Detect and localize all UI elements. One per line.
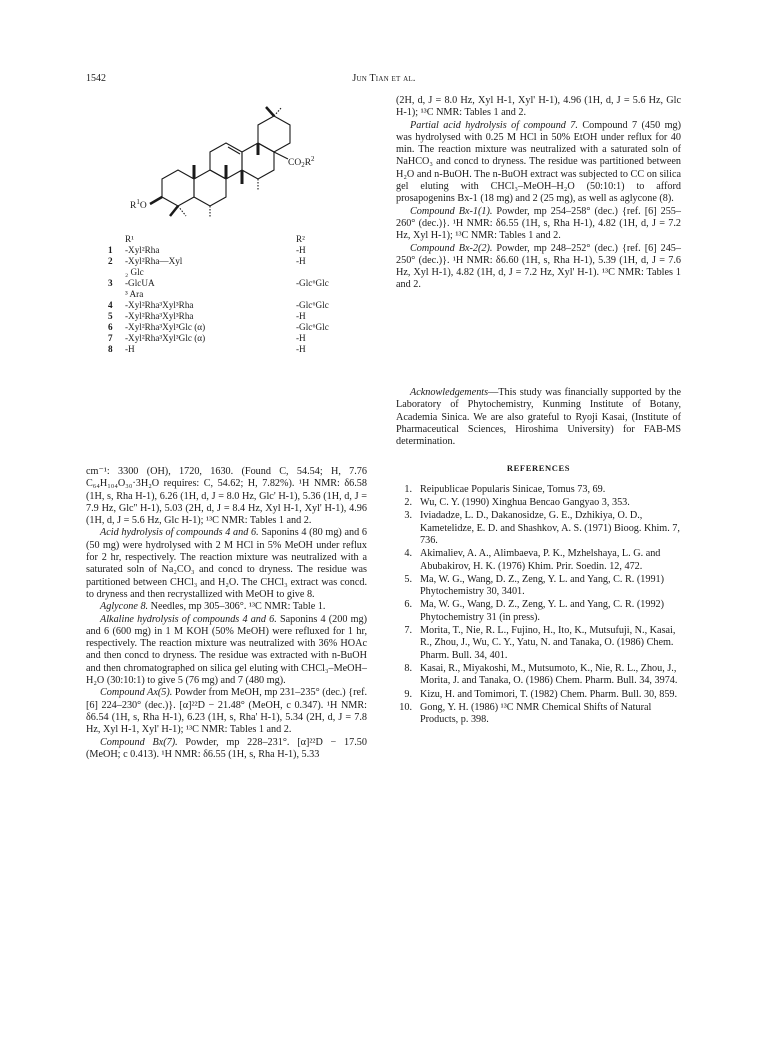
compound-ax-paragraph bbox=[86, 687, 367, 736]
reference-item bbox=[396, 663, 681, 688]
reference-number: 7. bbox=[404, 625, 412, 637]
continued-paragraph: (2H, d, J = 8.0 Hz, Xyl H-1, Xyl' H-1), 4.96 (1H, d, J = 5.6 Hz, Glc H-1); ¹³C NMR: Tables 1 and 2. bbox=[396, 95, 681, 119]
ring-e bbox=[258, 116, 290, 152]
paragraph-body: —This study was financially supported by the Laboratory of Phytochemistry, Kunming Institute of Botany, Academia Sinica. We are also grateful to Ryoji Kasai, (Institute of Pharmaceutical Sciences, Hiroshima University) for FAB-MS determination. bbox=[396, 387, 681, 448]
table-cell-r1: -Xyl²Rha bbox=[125, 245, 160, 255]
table-cell-num: 8 bbox=[108, 344, 113, 354]
table-cell-num: 4 bbox=[108, 300, 113, 310]
reference-text: Iviadadze, L. D., Dakanosidze, G. E., Dzhikiya, O. D., Kametelidze, E. D. and Shashkov, A. S. (1971) Bioog. Khim. 7, 736. bbox=[420, 510, 680, 546]
table-cell-num: 7 bbox=[108, 333, 113, 343]
reference-number: 2. bbox=[404, 497, 412, 509]
ring-a bbox=[162, 170, 194, 206]
table-cell-r2: -H bbox=[296, 256, 306, 266]
paragraph-body: Saponins 4 (80 mg) and 6 (50 mg) were hydrolysed with 2 M HCl in 5% MeOH under reflux for 2 hr, respectively. The reaction mixture was neutralized with a saturated soln of Na₂CO₃ and concd to dryness. The residue was partitioned between CHCl₃ and H₂O. The CHCl₃ extract was concd. to dryness and then recrystallized with MeOH to give 8. bbox=[86, 527, 368, 600]
reference-text: Kasai, R., Miyakoshi, M., Mutsumoto, K., Nie, R. L., Zhou, J., Morita, J. and Tanaka, O. (1986) Chem. Pharm. Bull. 34, 3974. bbox=[420, 662, 678, 687]
left-column bbox=[86, 466, 367, 761]
reference-item bbox=[396, 497, 681, 509]
reference-text: Kizu, H. and Tomimori, T. (1982) Chem. Pharm. Bull. 30, 859. bbox=[420, 688, 678, 700]
reference-number: 5. bbox=[404, 573, 412, 585]
section-lead: Compound Ax(5). bbox=[100, 687, 173, 699]
reference-number: 4. bbox=[404, 548, 412, 560]
table-cell-r1: -H bbox=[125, 344, 135, 354]
reference-text: Reipublicae Popularis Sinicae, Tomus 73, 69. bbox=[420, 483, 606, 495]
reference-text: Gong, Y. H. (1986) ¹³C NMR Chemical Shifts of Natural Products, p. 398. bbox=[420, 701, 652, 726]
section-lead: Alkaline hydrolysis of compounds 4 and 6. bbox=[100, 613, 277, 625]
table-cell-r2: -Glc⁶Glc bbox=[296, 322, 329, 332]
table-cell-r1: -Xyl²Rha—Xyl bbox=[125, 256, 183, 266]
table-row bbox=[108, 311, 348, 322]
reference-number: 10. bbox=[399, 701, 412, 713]
r1o-label: $R^1O$ bbox=[130, 198, 147, 211]
ring-b bbox=[194, 170, 226, 206]
table-cell-r1: -Xyl²Rha³Xyl³Rha bbox=[125, 300, 194, 310]
substituent-table bbox=[108, 234, 348, 355]
table-row bbox=[108, 322, 348, 333]
section-lead: Compound Bx-1(1). bbox=[410, 205, 493, 217]
section-lead: Compound Bx-2(2). bbox=[410, 242, 493, 254]
references-title: REFERENCES bbox=[506, 463, 571, 474]
table-cell-r1: -GlcUA bbox=[125, 278, 155, 288]
table-cell-num: 2 bbox=[108, 256, 113, 266]
ir-nmr-paragraph: cm⁻¹: 3300 (OH), 1720, 1630. (Found C, 54.54; H, 7.76 C₆₄H₁₀₄O₃₀·3H₂O requires: C, 54.62; H, 7.82%). ¹H NMR: δ6.58 (1H, s, Rha H-1), 6.26 (1H, d, J = 8.0 Hz, Glc' H-1), 5.36 (1H, d, J = 7.9 Hz, Glc'' H-1), 5.03 (2H, d, J = 8.4 Hz, Xyl H-1, Xyl' H-1), 4.96 (1H, d, J = 5.6 Hz, Glc H-1); ¹³C NMR: Tables 1 and 2. bbox=[86, 466, 367, 527]
table-row bbox=[108, 267, 348, 278]
aglycone-paragraph bbox=[86, 601, 367, 613]
right-column-top bbox=[396, 95, 681, 292]
references-list bbox=[396, 484, 681, 727]
table-cell-r1: ₂ Glc bbox=[125, 267, 144, 277]
reference-number: 6. bbox=[404, 599, 412, 611]
reference-item bbox=[396, 510, 681, 547]
table-cell-r1: -Xyl²Rha³Xyl³Rha bbox=[125, 311, 194, 321]
table-header-row bbox=[108, 234, 348, 245]
reference-text: Ma, W. G., Wang, D. Z., Zeng, Y. L. and Yang, C. R. (1992) Phytochemistry 31 (in press). bbox=[420, 599, 665, 623]
reference-item bbox=[396, 689, 681, 701]
partial-hydrolysis-paragraph bbox=[396, 120, 681, 206]
reference-text: Morita, T., Nie, R. L., Fujino, H., Ito, K., Mutsufuji, N., Kasai, R., Zhou, J., Wu, C. Y., Yatu, N. and Tanaka, O. (1986) Chem. Pharm. Bull. 34, 401. bbox=[420, 625, 676, 661]
section-lead: Acknowledgements bbox=[410, 387, 489, 398]
paragraph-body: Powder from MeOH, mp 231–235° (dec.) {ref. [6] 224–230° (dec.)}. [α]²²D − 21.48° (MeOH, c 0.347). ¹H NMR: δ6.54 (1H, s, Rha H-1), 6.23 (1H, s, Rha' H-1), 5.34 (2H, d, J = 7.8 Hz, Xyl H-1, Xyl' H-1); ¹³C NMR: Tables 1 and 2. bbox=[86, 687, 368, 736]
reference-text: Wu, C. Y. (1990) Xinghua Bencao Gangyao 3, 353. bbox=[420, 497, 630, 509]
chemical-structure bbox=[120, 95, 360, 255]
r2-header: R² bbox=[296, 234, 305, 244]
table-row bbox=[108, 333, 348, 344]
table-cell-r2: -Glc⁶Glc bbox=[296, 278, 329, 288]
table-row bbox=[108, 278, 348, 289]
table-cell-r1: -Xyl²Rha³Xyl³Glc (α) bbox=[125, 322, 206, 332]
page-number: 1542 bbox=[86, 73, 106, 84]
reference-item bbox=[396, 702, 681, 727]
table-cell-r1: ³ Ara bbox=[125, 289, 144, 299]
section-lead: Compound Bx(7). bbox=[100, 736, 178, 748]
reference-item bbox=[396, 625, 681, 662]
table-cell-r2: -H bbox=[296, 245, 306, 255]
running-head: Jun Tian et al. bbox=[352, 73, 416, 84]
paragraph-body: Powder, mp 254–258° (dec.) {ref. [6] 255–260° (dec.)}. ¹H NMR: δ6.55 (1H, s, Rha H-1), 4.82 (1H, d, J = 7.2 Hz, Xyl H-1); ¹³C NMR: Tables 1 and 2. bbox=[396, 205, 681, 242]
reference-item bbox=[396, 599, 681, 624]
table-row bbox=[108, 289, 348, 300]
co2r2-label: $CO_2R^2$ bbox=[288, 155, 315, 169]
r1-header: R¹ bbox=[125, 234, 134, 244]
paragraph-body: Compound 7 (450 mg) was hydrolysed with 0.25 M HCl in 50% EtOH under reflux for 40 min. The reaction mixture was neutralized with a saturated soln of NaHCO₃ and concd to dryness. The residue was partitioned between H₂O and n-BuOH. The n-BuOH extract was subjected to CC on silica gel eluting with CHCl₃–MeOH–H₂O (50:10:1) to afford prosapogenins Bx-1 (18 mg) and 2 (25 mg), as well as aglycone (8). bbox=[396, 119, 681, 205]
reference-number: 3. bbox=[404, 510, 412, 522]
reference-number: 8. bbox=[404, 662, 412, 674]
reference-text: Ma, W. G., Wang, D. Z., Zeng, Y. L. and Yang, C. R. (1991) Phytochemistry 30, 3401. bbox=[420, 573, 665, 598]
compound-bx-paragraph bbox=[86, 737, 367, 762]
right-column-bottom bbox=[396, 387, 681, 727]
reference-item bbox=[396, 574, 681, 599]
paragraph-body: Powder, mp 228–231°. [α]²²D − 17.50 (MeOH; c 0.413). ¹H NMR: δ6.55 (1H, s, Rha H-1), 5.33 bbox=[86, 736, 367, 760]
table-cell-r2: -H bbox=[296, 311, 306, 321]
table-cell-r1: -Xyl²Rha³Xyl³Glc (α) bbox=[125, 333, 206, 343]
reference-item bbox=[396, 484, 681, 496]
section-lead: Aglycone 8. bbox=[100, 601, 149, 613]
table-cell-num: 6 bbox=[108, 322, 113, 332]
table-row bbox=[108, 256, 348, 267]
reference-item bbox=[396, 548, 681, 573]
paragraph-body: Saponins 4 (200 mg) and 6 (600 mg) in 1 M KOH (50% MeOH) were refluxed for 1 hr, respectively. The reaction mixture was neutralized with 36% HOAc and then concd to dryness. The residue was extracted with n-BuOH and then chromatographed on silica gel eluting with CHCl₃–MeOH–H₂O (30:10:1) to give 5 (76 mg) and 7 (480 mg). bbox=[86, 613, 367, 687]
table-cell-r2: -Glc⁶Glc bbox=[296, 300, 329, 310]
compound-bx1-paragraph bbox=[396, 206, 681, 243]
paragraph-body: Powder, mp 248–252° (dec.) {ref. [6] 245–250° (dec.)}. ¹H NMR: δ6.60 (1H, s, Rha H-1), 5.39 (1H, d, J = 7.6 Hz, Xyl H-1), 4.82 (1H, d, J = 7.2 Hz, Xyl' H-1). ¹³C NMR: Tables 1 and 2. bbox=[396, 242, 681, 291]
table-rows bbox=[108, 245, 348, 355]
reference-text: Akimaliev, A. A., Alimbaeva, P. K., Mzhelshaya, L. G. and Abubakirov, H. K. (1976) Khim. Prir. Soedin. 12, 472. bbox=[420, 548, 661, 572]
table-row bbox=[108, 245, 348, 256]
table-cell-num: 3 bbox=[108, 278, 113, 288]
table-cell-num: 5 bbox=[108, 311, 113, 321]
table-row bbox=[108, 344, 348, 355]
acid-hydrolysis-paragraph bbox=[86, 527, 367, 601]
alkaline-hydrolysis-paragraph bbox=[86, 614, 367, 688]
section-lead: Partial acid hydrolysis of compound 7. bbox=[410, 119, 578, 131]
paragraph-body: Needles, mp 305–306°. ¹³C NMR: Table 1. bbox=[148, 601, 326, 613]
table-cell-r2: -H bbox=[296, 333, 306, 343]
reference-number: 1. bbox=[404, 483, 412, 495]
section-lead: Acid hydrolysis of compounds 4 and 6. bbox=[100, 527, 259, 539]
table-cell-r2: -H bbox=[296, 344, 306, 354]
table-cell-num: 1 bbox=[108, 245, 113, 255]
compound-bx2-paragraph bbox=[396, 243, 681, 292]
reference-number: 9. bbox=[404, 688, 412, 700]
acknowledgements-paragraph bbox=[396, 387, 681, 448]
table-row bbox=[108, 300, 348, 311]
